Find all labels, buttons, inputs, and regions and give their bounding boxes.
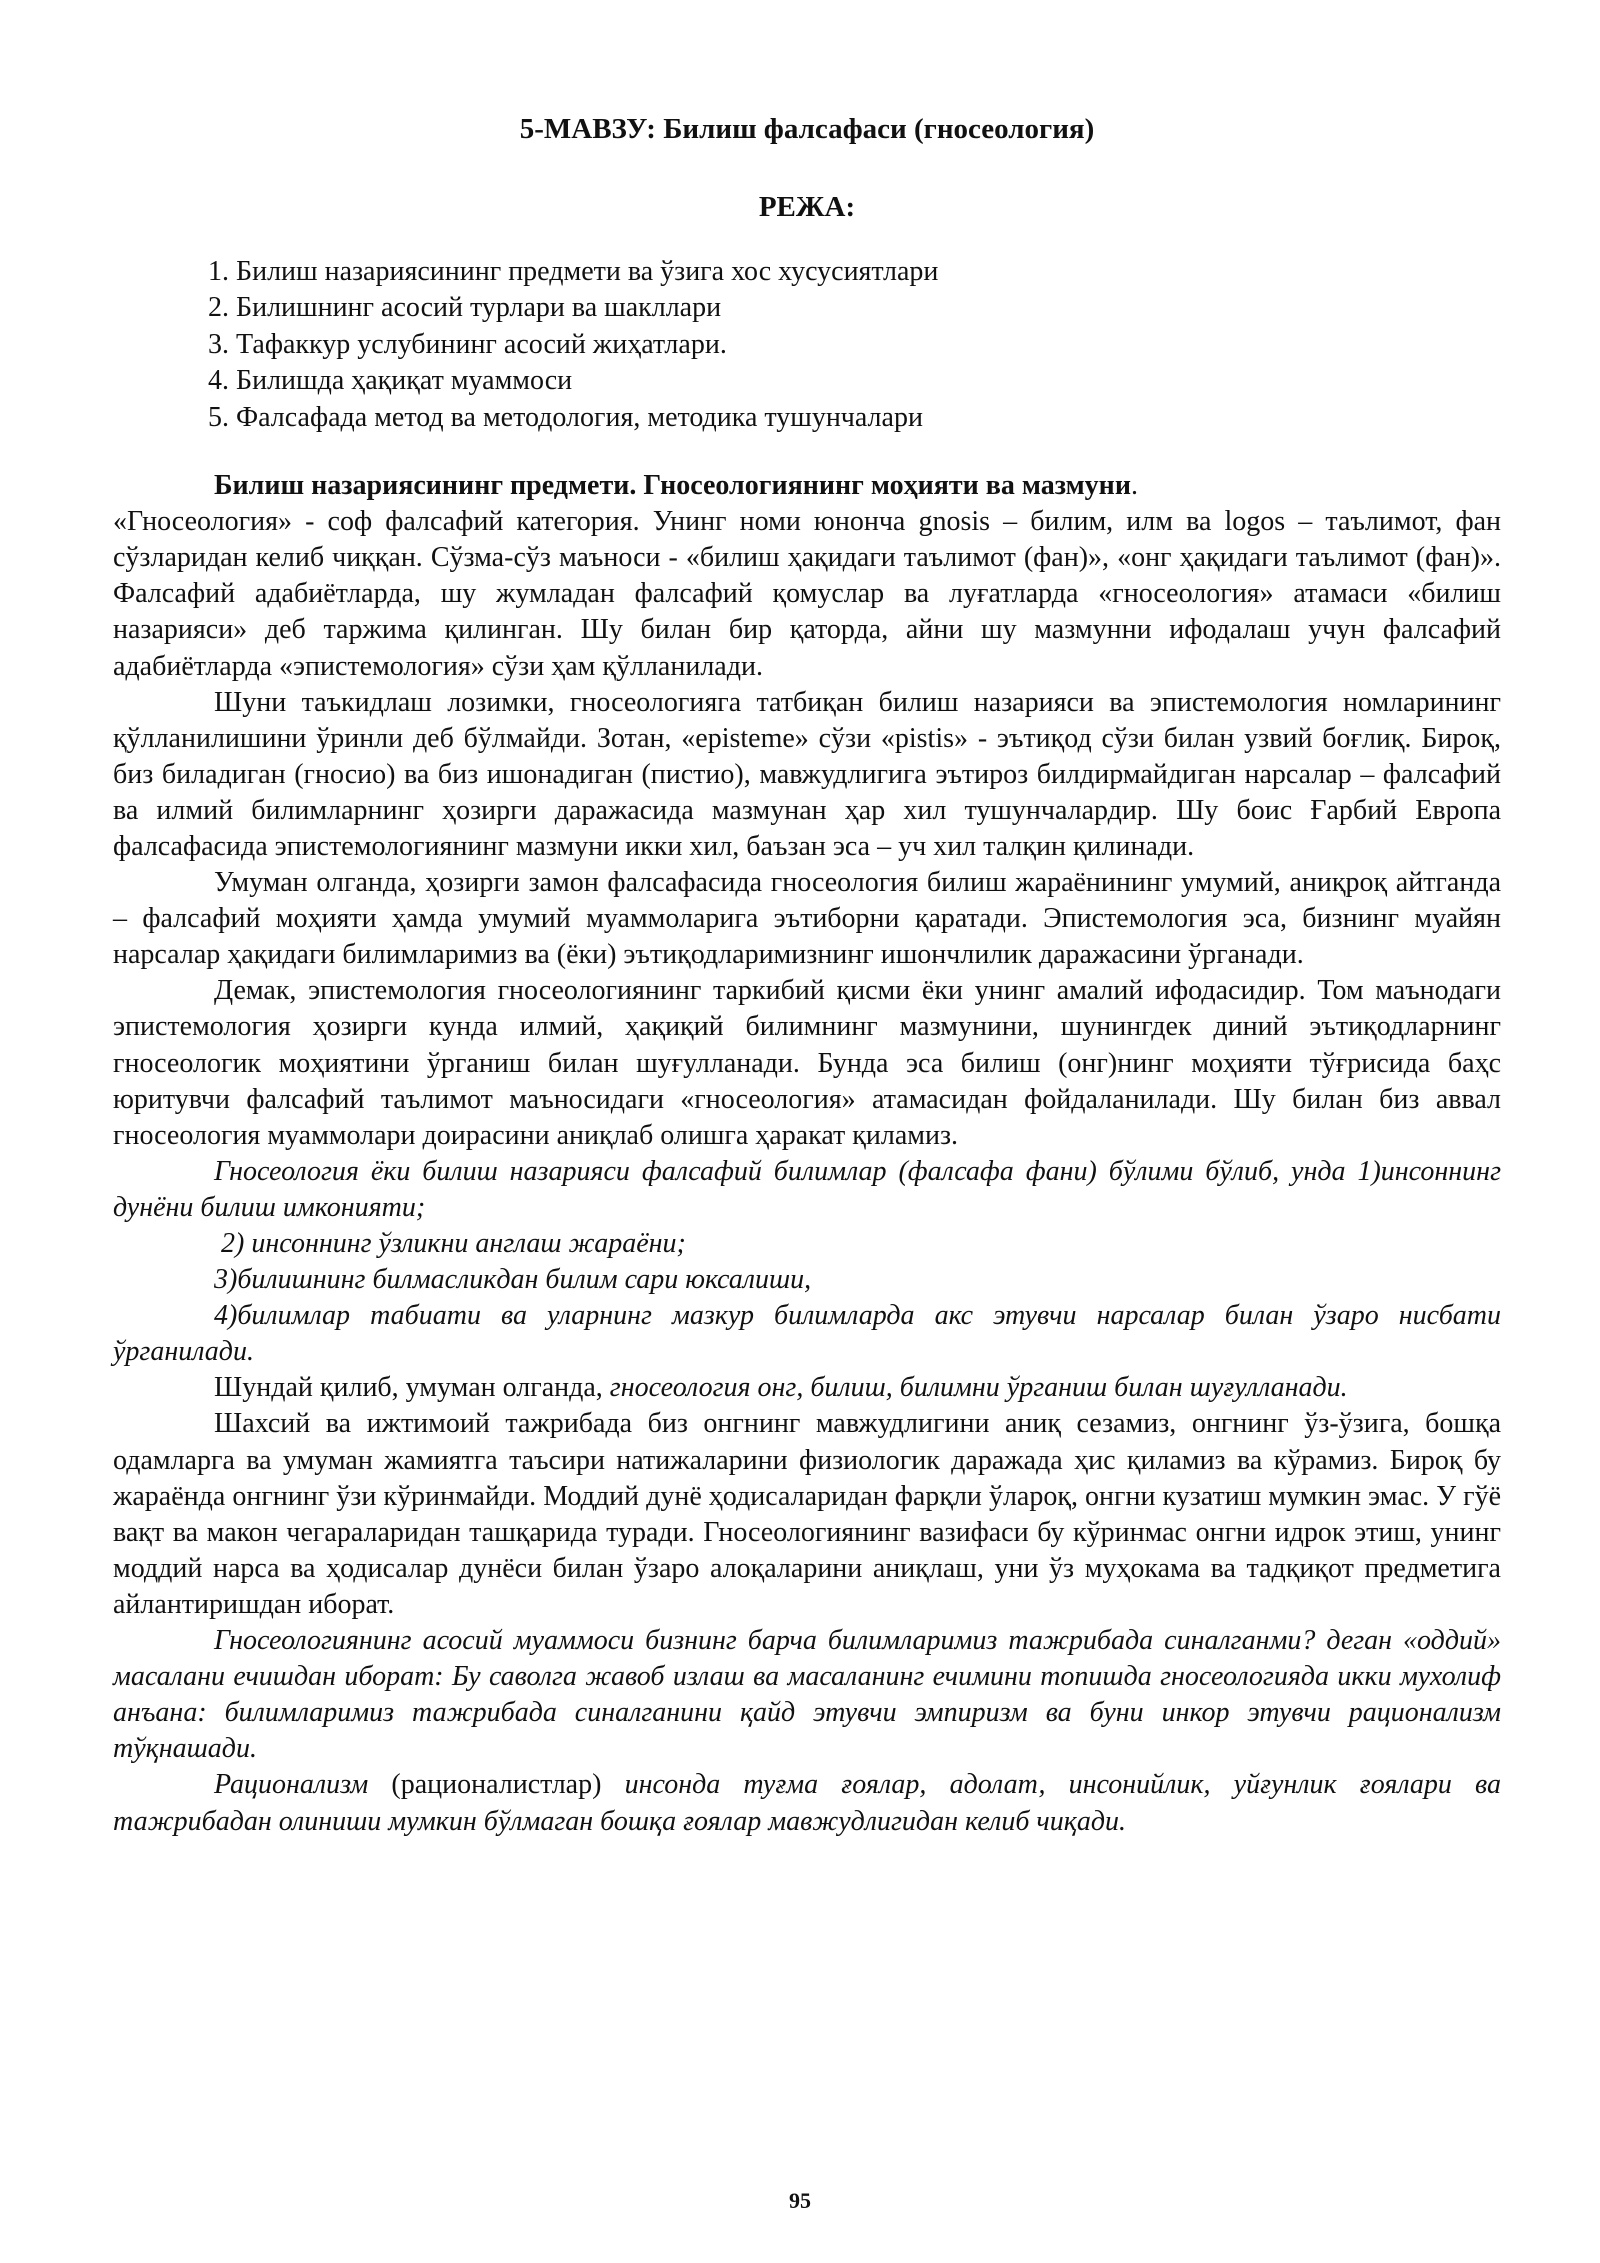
plan-item: 3. Тафаккур услубининг асосий жиҳатлари. <box>208 328 727 360</box>
paragraph-7: 3)билишнинг билмасликдан билим сари юксалиши, <box>214 1264 812 1296</box>
document-page <box>113 112 1501 1840</box>
plan-heading: РЕЖА: <box>758 191 856 223</box>
plan-item: 1. Билиш назариясининг предмети ва ўзига хос хусусиятлари <box>208 256 939 287</box>
paragraph-12 <box>113 1767 1501 1839</box>
paragraph-10: Шахсий ва ижтимоий тажрибада биз онгнинг мавжудлигини аниқ сезамиз, онгнинг ўз-ўзига, бошқа одамларга ва умуман жамиятга таъсири натижаларини физиологик даражада ҳис қиламиз ва кўрамиз. Бироқ бу жараёнда онгнинг ўзи кўринмайди. Моддий дунё ҳодисаларидан фарқли ўлароқ, онгни кузатиш мумкин эмас. У гўё вақт ва макон чегараларидан ташқарида туради. Гносеологиянинг вазифаси бу кўринмас онгни идрок этиш, унинг моддий нарса ва ҳодисалар дунёси билан ўзаро алоқаларини аниқлаш, уни ўз муҳокама ва тадқиқот предметига айлантиришдан иборат. <box>113 1408 1501 1620</box>
paragraph-2: Шуни таъкидлаш лозимки, гносеологияга татбиқан билиш назарияси ва эпистемология номларининг қўлланилишини ўринли деб бўлмайди. Зотан, «episteme» сўзи «pistis» - эътиқод сўзи билан узвий боғлиқ. Бироқ, биз биладиган (гносио) ва биз ишонадиган (пистио), мавжудлигига эътироз билдирмайдиган нарсалар – фалсафий ва илмий билимларнинг ҳозирги даражасида мазмунан ҳар хил тушунчалардир. Шу боис Ғарбий Европа фалсафасида эпистемологиянинг мазмуни икки хил, баъзан эса – уч хил талқин қилинади. <box>113 686 1501 862</box>
paragraph-6: 2) инсоннинг ўзликни англаш жараёни; <box>221 1228 686 1259</box>
paragraph-12-normal: (рационалистлар) <box>368 1769 625 1801</box>
paragraph-4: Демак, эпистемология гносеологиянинг таркибий қисми ёки унинг амалий ифодасидир. Том маънодаги эпистемология ҳозирги кунда илмий, ҳақиқий билимнинг мазмунини, шунингдек диний эътиқодларнинг гносеологик моҳиятини ўрганиш билан шуғулланади. Бунда эса билиш (онг)нинг моҳияти тўғрисида баҳс юритувчи фалсафий таълимот маъносидаги «гносеология» атамасидан фойдаланилади. Шу билан биз аввал гносеология муаммолари доирасини аниқлаб олишга ҳаракат қиламиз. <box>113 975 1501 1151</box>
paragraph-9-normal: Шундай қилиб, умуман олганда, <box>214 1372 610 1404</box>
paragraph-9 <box>113 1370 1501 1406</box>
paragraph-11: Гносеологиянинг асосий муаммоси бизнинг барча билимларимиз тажрибада синалганми? деган «оддий» масалани ечишдан иборат: Бу саволга жавоб излаш ва масаланинг ечимини топишда гносеологияда икки мухолиф анъана: билимларимиз тажрибада синалганини қайд этувчи эмпиризм ва буни инкор этувчи рационализм тўқнашади. <box>113 1625 1501 1765</box>
plan-list <box>208 254 1501 436</box>
document-title: 5-МАВЗУ: Билиш фалсафаси (гносеология) <box>519 113 1095 145</box>
plan-item: 5. Фалсафада метод ва методология, методика тушунчалари <box>208 401 923 433</box>
section-heading-dot: . <box>1130 470 1138 502</box>
paragraph-9-italic: гносеология онг, билиш, билимни ўрганиш билан шуғулланади. <box>609 1372 1348 1404</box>
plan-item: 2. Билишнинг асосий турлари ва шакллари <box>208 292 722 324</box>
paragraph-1: «Гносеология» - соф фалсафий категория. Унинг номи юнонча gnosis – билим, илм ва logos – таълимот, фан сўзларидан келиб чиққан. Сўзма-сўз маъноси - «билиш ҳақидаги таълимот (фан)», «онг ҳақидаги таълимот (фан)». Фалсафий адабиётларда, шу жумладан фалсафий қомуслар ва луғатларда «гносеология» атамаси «билиш назарияси» деб таржима қилинган. Шу билан бир қаторда, айни шу мазмунни ифодалаш учун фалсафий адабиётларда «эпистемология» сўзи ҳам қўлланилади. <box>113 506 1501 682</box>
plan-item: 4. Билишда ҳақиқат муаммоси <box>208 365 573 397</box>
page-number: 95 <box>789 2188 811 2213</box>
section-heading-paragraph <box>113 468 1501 504</box>
paragraph-3: Умуман олганда, ҳозирги замон фалсафасида гносеология билиш жараёнининг умумий, аниқроқ айтганда – фалсафий моҳияти ҳамда умумий муаммоларига эътиборни қаратади. Эпистемология эса, бизнинг муайян нарсалар ҳақидаги билимларимиз ва (ёки) эътиқодларимизнинг ишончлилик даражасини ўрганади. <box>113 867 1501 971</box>
paragraph-5: Гносеология ёки билиш назарияси фалсафий билимлар (фалсафа фани) бўлими бўлиб, унда 1)инсоннинг дунёни билиш имконияти; <box>113 1155 1501 1223</box>
section-heading: Билиш назариясининг предмети. Гносеологиянинг моҳияти ва мазмуни <box>214 470 1131 502</box>
paragraph-12-italic-end: инсонда туғма ғоялар, адолат, инсонийлик, уйғунлик ғоялари ва тажрибадан олиниши мумкин бўлмаган бошқа ғоялар мавжудлигидан келиб чиқади. <box>113 1769 1502 1837</box>
paragraph-8: 4)билимлар табиати ва уларнинг мазкур билимларда акс этувчи нарсалар билан ўзаро нисбати ўрганилади. <box>113 1300 1501 1368</box>
paragraph-12-italic-start: Рационализм <box>214 1769 369 1801</box>
